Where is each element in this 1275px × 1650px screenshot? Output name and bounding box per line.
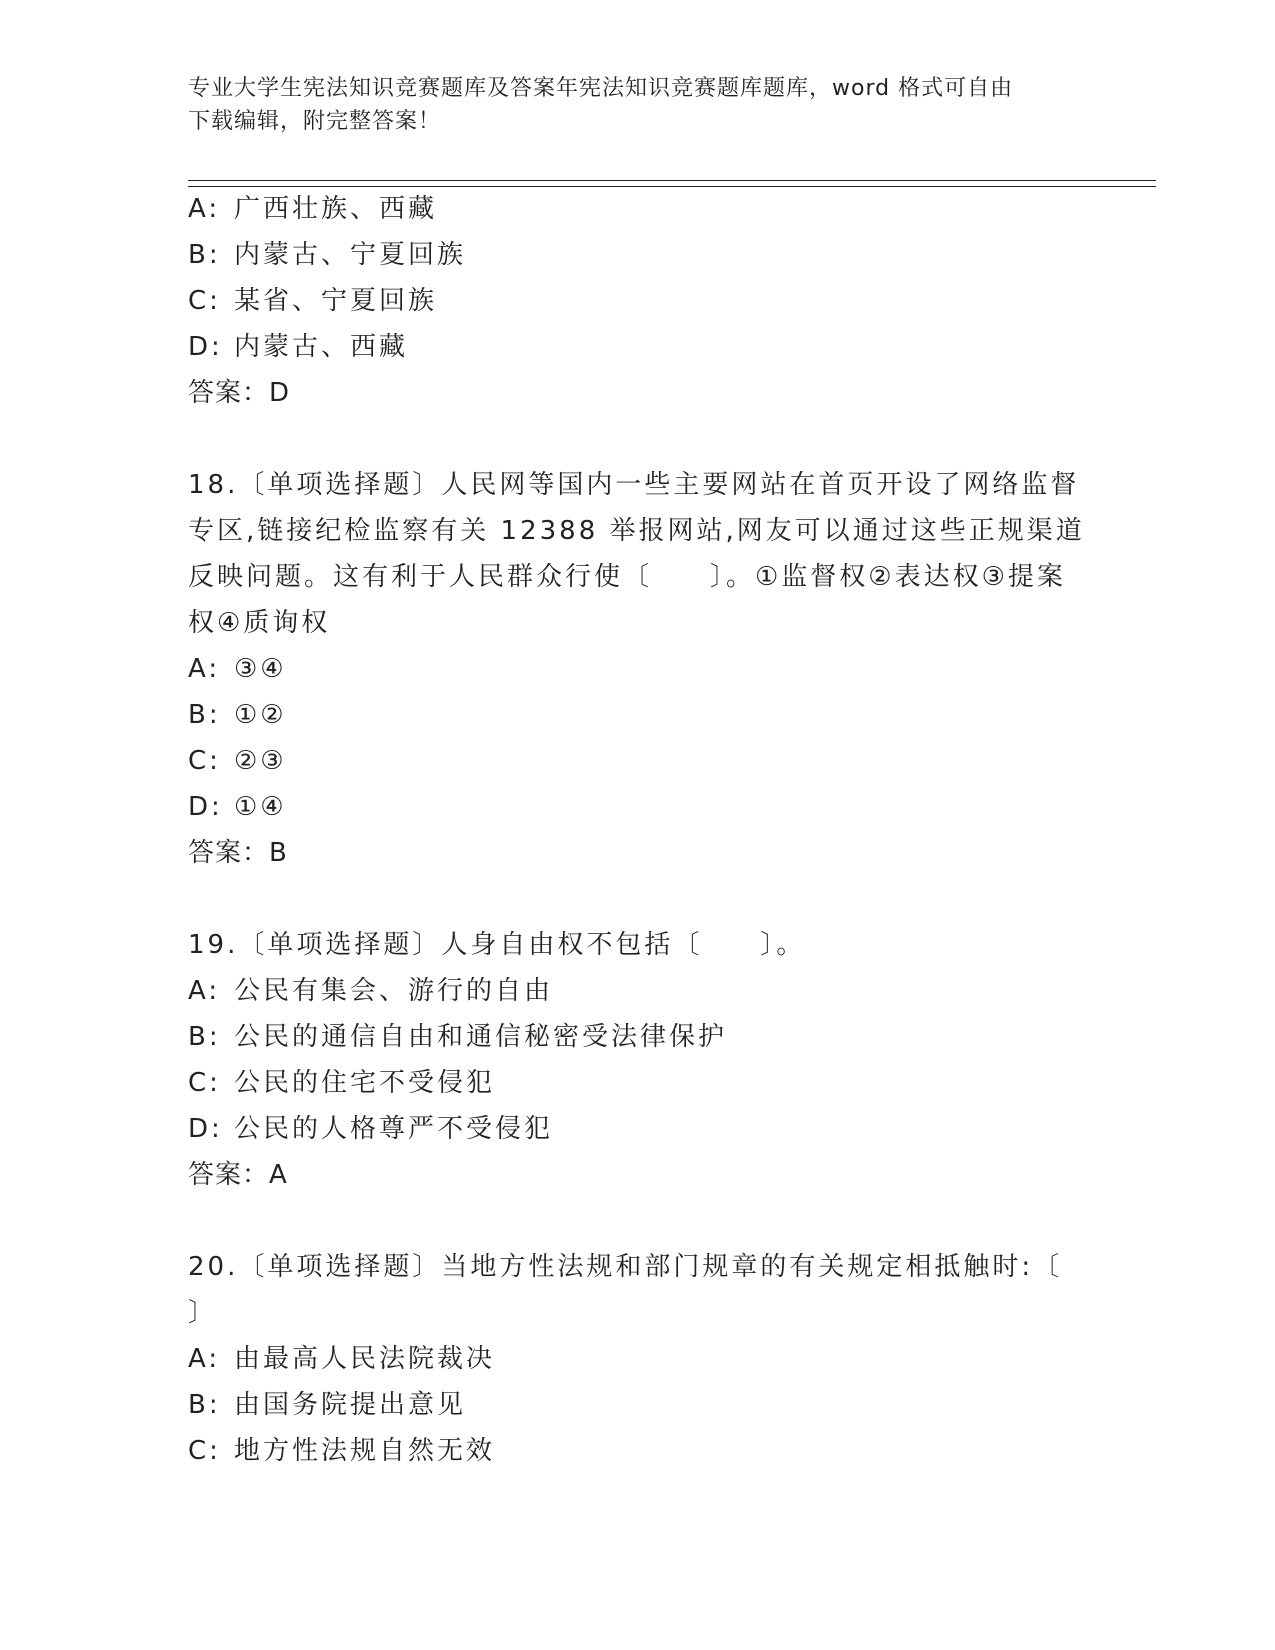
question-stem-line: 19.〔单项选择题〕人身自由权不包括〔 〕。 [188, 930, 806, 960]
spacer [188, 1198, 1088, 1244]
option-letter: B: [188, 700, 221, 730]
option-letter: A: [188, 194, 221, 224]
question-17 [188, 186, 1088, 416]
option-letter: C: [188, 286, 221, 316]
option-letter: D: [188, 1114, 223, 1144]
option-text: 公民的住宅不受侵犯 [234, 1068, 496, 1098]
option-text: 公民的通信自由和通信秘密受法律保护 [234, 1022, 728, 1052]
question-stem-line: 18.〔单项选择题〕人民网等国内一些主要网站在首页开设了网络监督 [188, 470, 1080, 500]
option-a [188, 1336, 1088, 1382]
option-b [188, 692, 1088, 738]
option-letter: B: [188, 1390, 221, 1420]
answer-line: 答案：D [188, 378, 291, 408]
option-c [188, 738, 1088, 784]
option-text: ②③ [234, 746, 287, 776]
question-stem-line: 反映问题。这有利于人民群众行使〔 〕。①监督权②表达权③提案 [188, 562, 1066, 592]
option-text: 由最高人民法院裁决 [234, 1344, 496, 1374]
answer-line: 答案：A [188, 1160, 288, 1190]
question-18 [188, 462, 1088, 876]
option-d [188, 324, 1088, 370]
option-b [188, 1382, 1088, 1428]
spacer [188, 416, 1088, 462]
option-b [188, 1014, 1088, 1060]
option-text: ①② [234, 700, 287, 730]
option-letter: A: [188, 1344, 221, 1374]
option-letter: D: [188, 792, 223, 822]
option-text: ①④ [234, 792, 287, 822]
option-letter: B: [188, 240, 221, 270]
spacer [188, 876, 1088, 922]
option-c [188, 1060, 1088, 1106]
header-line-2: 下载编辑，附完整答案！ [188, 109, 442, 134]
option-text: 广西壮族、西藏 [234, 194, 438, 224]
option-a [188, 646, 1088, 692]
question-19 [188, 922, 1088, 1198]
option-a [188, 968, 1088, 1014]
question-stem-line: 20.〔单项选择题〕当地方性法规和部门规章的有关规定相抵触时:〔 [188, 1252, 1063, 1282]
question-stem-line: 专区,链接纪检监察有关 12388 举报网站,网友可以通过这些正规渠道 [188, 516, 1085, 546]
option-text: 某省、宁夏回族 [234, 286, 438, 316]
question-list [188, 186, 1088, 1474]
option-a [188, 186, 1088, 232]
option-letter: A: [188, 976, 221, 1006]
option-letter: C: [188, 1436, 221, 1466]
option-text: 内蒙古、宁夏回族 [234, 240, 467, 270]
option-c [188, 278, 1088, 324]
option-letter: A: [188, 654, 221, 684]
option-text: 内蒙古、西藏 [234, 332, 409, 362]
option-d [188, 784, 1088, 830]
answer-line: 答案：B [188, 838, 288, 868]
option-text: 由国务院提出意见 [234, 1390, 467, 1420]
option-text: 公民的人格尊严不受侵犯 [234, 1114, 554, 1144]
option-text: 地方性法规自然无效 [234, 1436, 496, 1466]
option-text: ③④ [234, 654, 287, 684]
option-text: 公民有集会、游行的自由 [234, 976, 554, 1006]
document-header [188, 72, 1068, 138]
option-b [188, 232, 1088, 278]
option-letter: C: [188, 746, 221, 776]
question-20 [188, 1244, 1088, 1474]
question-stem-line: 权④质询权 [188, 608, 331, 638]
option-c [188, 1428, 1088, 1474]
option-letter: B: [188, 1022, 221, 1052]
option-d [188, 1106, 1088, 1152]
option-letter: D: [188, 332, 223, 362]
header-line-1: 专业大学生宪法知识竞赛题库及答案年宪法知识竞赛题库题库，word 格式可自由 [188, 76, 1014, 101]
question-stem-line: 〕 [188, 1298, 218, 1328]
option-letter: C: [188, 1068, 221, 1098]
